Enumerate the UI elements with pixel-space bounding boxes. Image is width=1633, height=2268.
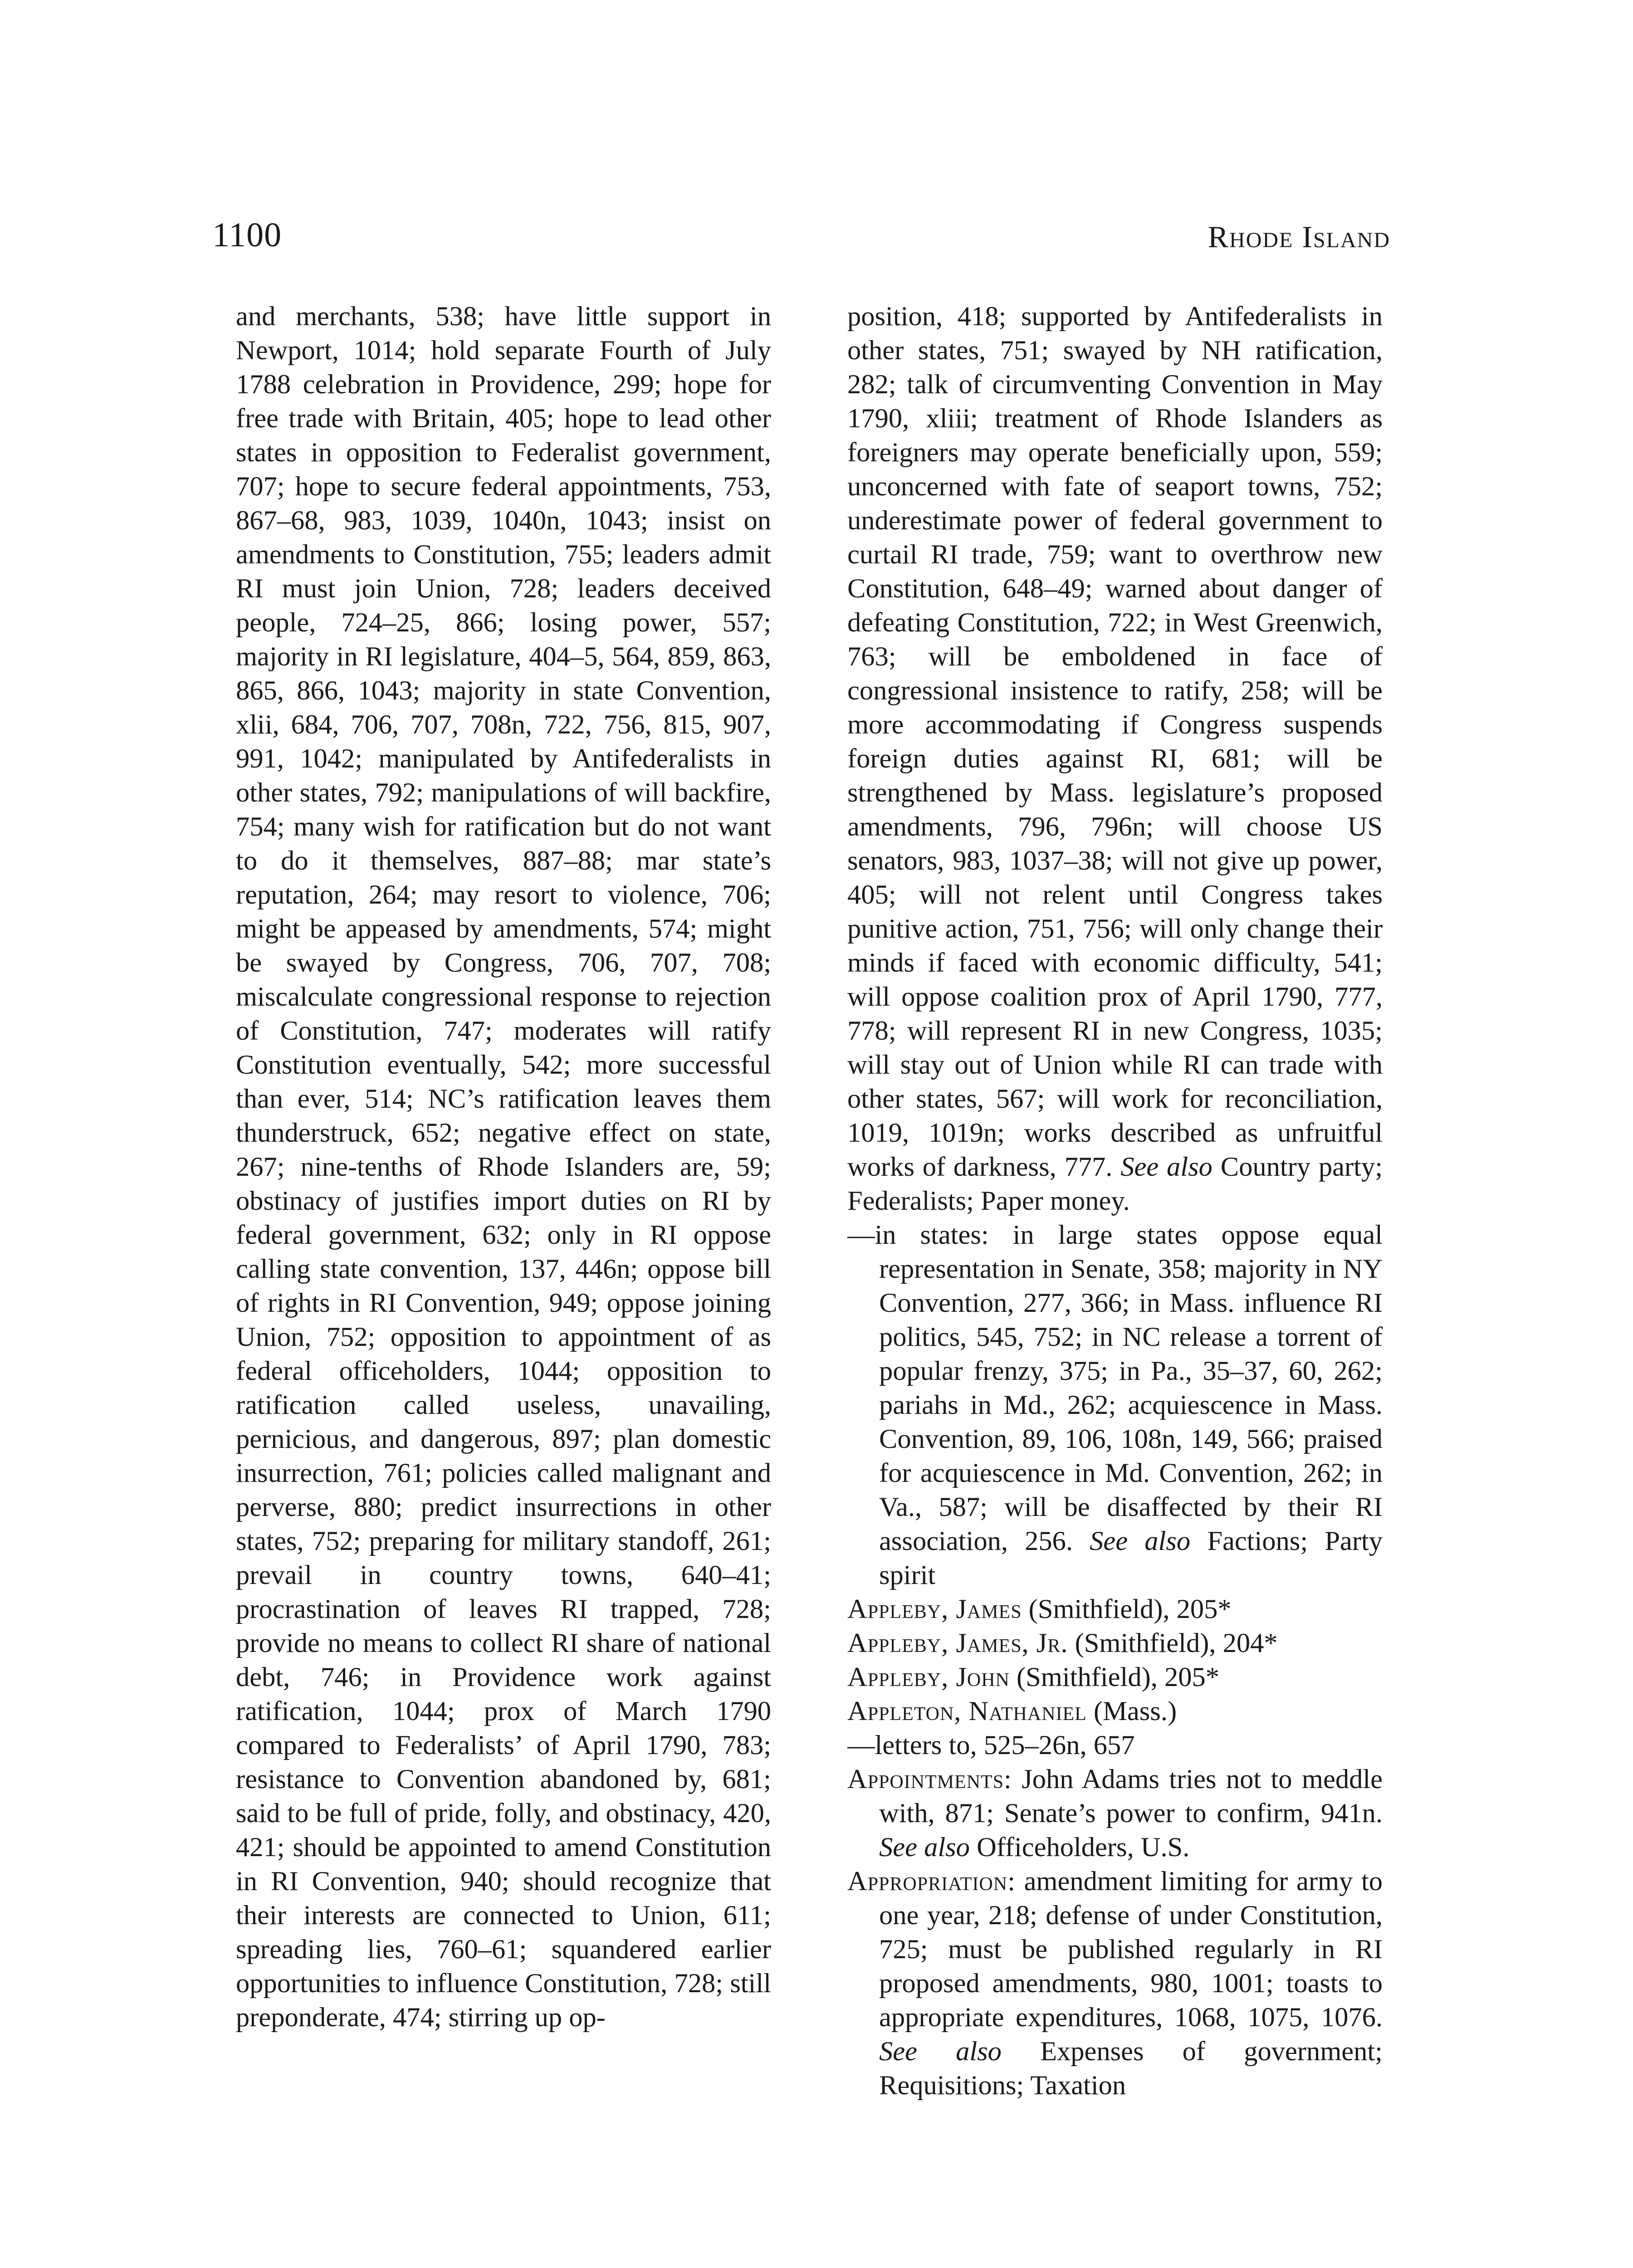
entry-text: (Smithfield), 205*	[1028, 1594, 1232, 1624]
entry-heading: Appointments:	[847, 1764, 1012, 1794]
entry-text: (Smithfield), 205*	[1016, 1662, 1219, 1692]
index-column-right	[847, 299, 1383, 2204]
entry-text: (Smithfield), 204*	[1075, 1628, 1278, 1658]
entry-heading: Appleton, Nathaniel	[847, 1696, 1087, 1726]
see-also-label: See also	[879, 1832, 970, 1862]
see-also-targets: Expenses of government; Requisitions; Taxation	[879, 2036, 1383, 2101]
index-entry-appointments	[847, 1762, 1383, 1864]
entry-text: (Mass.)	[1093, 1696, 1177, 1726]
entry-heading: Appropriation:	[847, 1866, 1016, 1897]
index-entry-continuation: and merchants, 538; have little support in Newport, 1014; hold separate Fourth of July 1788 celebration in Providence, 299; hope for free trade with Britain, 405; hope to lead other states in opposition to Federalist government, 707; hope to secure federal appointments, 753, 867–68, 983, 1039, 1040n, 1043; insist on amendments to Constitution, 755; leaders admit RI must join Union, 728; leaders deceived people, 724–25, 866; losing power, 557; majority in RI legislature, 404–5, 564, 859, 863, 865, 866, 1043; majority in state Convention, xlii, 684, 706, 707, 708n, 722, 756, 815, 907, 991, 1042; manipulated by Antifederalists in other states, 792; manipulations of will backfire, 754; many wish for ratification but do not want to do it themselves, 887–88; mar state’s reputation, 264; may resort to violence, 706; might be appeased by amendments, 574; might be swayed by Congress, 706, 707, 708; miscalculate congressional response to rejection of Constitution, 747; moderates will ratify Constitution eventually, 542; more successful than ever, 514; NC’s ratification leaves them thunderstruck, 652; negative effect on state, 267; nine-tenths of Rhode Islanders are, 59; obstinacy of justifies import duties on RI by federal government, 632; only in RI oppose calling state convention, 137, 446n; oppose bill of rights in RI Convention, 949; oppose joining Union, 752; opposition to appointment of as federal officeholders, 1044; opposition to ratification called useless, unavailing, pernicious, and dangerous, 897; plan domestic insurrection, 761; policies called malignant and perverse, 880; predict insurrections in other states, 752; preparing for military standoff, 261; prevail in country towns, 640–41; procrastination of leaves RI trapped, 728; provide no means to collect RI share of national debt, 746; in Providence work against ratification, 1044; prox of March 1790 compared to Federalists’ of April 1790, 783; resistance to Convention abandoned by, 681; said to be full of pride, folly, and obstinacy, 420, 421; should be appointed to amend Constitution in RI Convention, 940; should recognize that their interests are connected to Union, 611; spreading lies, 760–61; squandered earlier opportunities to influence Constitution, 728; still preponderate, 474; stirring up op-	[236, 301, 771, 2033]
see-also-label: See also	[879, 2036, 1002, 2067]
page-number: 1100	[212, 216, 282, 254]
entry-heading: Appleby, James, Jr.	[847, 1628, 1068, 1658]
running-head: Rhode Island	[1208, 220, 1390, 254]
see-also-targets: Factions; Party spirit	[879, 1526, 1383, 1590]
index-column-left	[236, 299, 771, 2204]
index-subentry-letters-to: —letters to, 525–26n, 657	[847, 1730, 1135, 1760]
see-also-label: See also	[1090, 1526, 1191, 1556]
entry-heading: Appleby, James	[847, 1594, 1022, 1624]
see-also-label: See also	[1120, 1152, 1213, 1182]
index-entry-appleby-james-jr	[847, 1626, 1383, 1660]
entry-heading: Appleby, John	[847, 1662, 1010, 1692]
index-entry-appropriation	[847, 1864, 1383, 2102]
entry-text: position, 418; supported by Antifederalists in other states, 751; swayed by NH ratification, 282; talk of circumventing Convention in May 1790, xliii; treatment of Rhode Islanders as foreigners may operate beneficially upon, 559; unconcerned with fate of seaport towns, 752; underestimate power of federal government to curtail RI trade, 759; want to overthrow new Constitution, 648–49; warned about danger of defeating Constitution, 722; in West Greenwich, 763; will be emboldened in face of congressional insistence to ratify, 258; will be more accommodating if Congress suspends foreign duties against RI, 681; will be strengthened by Mass. legislature’s proposed amendments, 796, 796n; will choose US senators, 983, 1037–38; will not give up power, 405; will not relent until Congress takes punitive action, 751, 756; will only change their minds if faced with economic difficulty, 541; will oppose coalition prox of April 1790, 777, 778; will represent RI in new Congress, 1035; will stay out of Union while RI can trade with other states, 567; will work for reconciliation, 1019, 1019n; works described as unfruitful works of darkness, 777.	[847, 301, 1383, 1182]
see-also-targets: Country party; Federalists; Paper money.	[847, 1152, 1383, 1216]
entry-text: amendment limiting for army to one year, 218; defense of under Constitution, 725; must be published regularly in RI proposed amendments, 980, 1001; toasts to appropriate expenditures, 1068, 1075, 1076.	[879, 1866, 1383, 2033]
index-entry-appleton-nathaniel	[847, 1694, 1383, 1728]
index-entry-continuation	[847, 299, 1383, 1218]
index-subentry-in-states	[847, 1218, 1383, 1592]
entry-text: —in states: in large states oppose equal representation in Senate, 358; majority in NY Convention, 277, 366; in Mass. influence RI politics, 545, 752; in NC release a torrent of popular frenzy, 375; in Pa., 35–37, 60, 262; pariahs in Md., 262; acquiescence in Mass. Convention, 89, 106, 108n, 149, 566; praised for acquiescence in Md. Convention, 262; in Va., 587; will be disaffected by their RI association, 256.	[847, 1220, 1383, 1556]
index-entry-appleby-john	[847, 1660, 1383, 1694]
index-entry-appleby-james	[847, 1592, 1383, 1626]
entry-text: John Adams tries not to meddle with, 871; Senate’s power to confirm, 941n.	[879, 1764, 1383, 1828]
see-also-targets: Officeholders, U.S.	[977, 1832, 1190, 1862]
